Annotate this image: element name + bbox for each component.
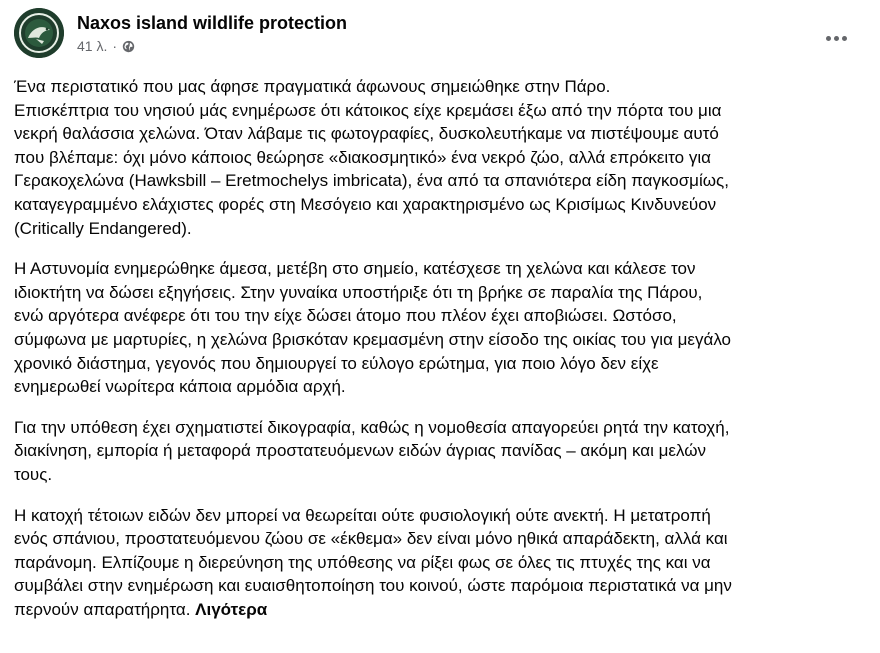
post-meta [77, 12, 347, 55]
page-avatar[interactable] [14, 8, 64, 58]
post-paragraph [14, 75, 870, 240]
post-paragraph [14, 416, 870, 487]
text-line: νεκρή θαλάσσια χελώνα. Όταν λάβαμε τις φωτογραφίες, δυσκολευτήκαμε να πιστέψουμε αυτό [14, 124, 719, 144]
text-line: παράνομη. Ελπίζουμε η διερεύνηση της υπόθεσης να ρίξει φως σε όλες τις πτυχές της και να [14, 552, 711, 572]
post-subline [77, 37, 347, 55]
text-line: σύμφωνα με μαρτυρίες, η χελώνα βρισκόταν κρεμασμένη στην είσοδο της οικίας του για μεγάλο [14, 329, 732, 349]
text-line: Η κατοχή τέτοιων ειδών δεν μπορεί να θεωρείται ούτε φυσιολογική ούτε ανεκτή. Η μετατροπή [14, 505, 711, 525]
text-line-content: περνούν απαρατήρητα. [14, 599, 191, 619]
text-line: συμβάλει στην ενημέρωση και ευαισθητοποίηση του κοινού, ώστε παρόμοια περιστατικά να μην [14, 576, 732, 596]
text-line: ιδιοκτήτη να δώσει εξηγήσεις. Στην γυναίκα υποστήριξε ότι τη βρήκε σε παραλία της Πάρου, [14, 282, 703, 302]
text-line: Η Αστυνομία ενημερώθηκε άμεσα, μετέβη στο σημείο, κατέσχεσε τη χελώνα και κάλεσε τον [14, 259, 696, 279]
separator-dot: · [112, 37, 118, 54]
text-line: τους. [14, 464, 53, 484]
text-line: διακίνηση, εμπορία ή μεταφορά προστατευόμενων ειδών άγριας πανίδας – ακόμη και μελών [14, 441, 706, 461]
text-line: Ένα περιστατικό που μας άφησε πραγματικά άφωνους σημειώθηκε στην Πάρο. [14, 77, 611, 96]
post-timestamp[interactable]: 41 λ. [77, 37, 108, 54]
text-line: ενός σπάνιου, προστατευόμενου ζώου σε «έκθεμα» δεν είναι μόνο ηθικά απαράδεκτη, αλλά και [14, 529, 728, 549]
text-line: Επισκέπτρια του νησιού μάς ενημέρωσε ότι κάτοικος είχε κρεμάσει έξω από την πόρτα του μια [14, 100, 722, 120]
text-line: που βλέπαμε: όχι μόνο κάποιος θεώρησε «διακοσμητικό» ένα νεκρό ζώο, αλλά επρόκειτο για [14, 147, 711, 167]
text-line: Για την υπόθεση έχει σχηματιστεί δικογραφία, καθώς η νομοθεσία απαγορεύει ρητά την κατοχή, [14, 417, 730, 437]
page-name-link[interactable]: Naxos island wildlife protection [77, 12, 348, 33]
more-options-icon [824, 36, 848, 41]
post-paragraph [14, 257, 870, 399]
text-line: ενώ αργότερα ανέφερε ότι του την είχε δώσει άτομο που πλέον έχει αποβιώσει. Ωστόσο, [14, 306, 677, 326]
text-line: καταγεγραμμένο ελάχιστες φορές στη Μεσόγειο και χαρακτηρισμένο ως Κρισίμως Κινδυνεύον [14, 194, 717, 214]
text-line: Γερακοχελώνα (Hawksbill – Eretmochelys imbricata), ένα από τα σπανιότερα είδη παγκοσμίως, [14, 171, 729, 191]
more-options-button[interactable] [818, 20, 854, 56]
text-line: (Critically Endangered). [14, 218, 192, 238]
post-message [14, 75, 870, 638]
see-less-link[interactable]: Λιγότερα [195, 599, 268, 619]
text-line [14, 598, 870, 622]
text-line: χρονικό διάστημα, γεγονός που δημιουργεί το εύλογο ερώτημα, για ποιο λόγο δεν είχε [14, 353, 659, 373]
globe-icon[interactable] [122, 39, 135, 52]
text-line: ενημερωθεί νωρίτερα κάποια αρμόδια αρχή. [14, 377, 346, 397]
logo-icon [14, 8, 64, 58]
post-header [14, 8, 866, 58]
post-paragraph [14, 504, 870, 622]
